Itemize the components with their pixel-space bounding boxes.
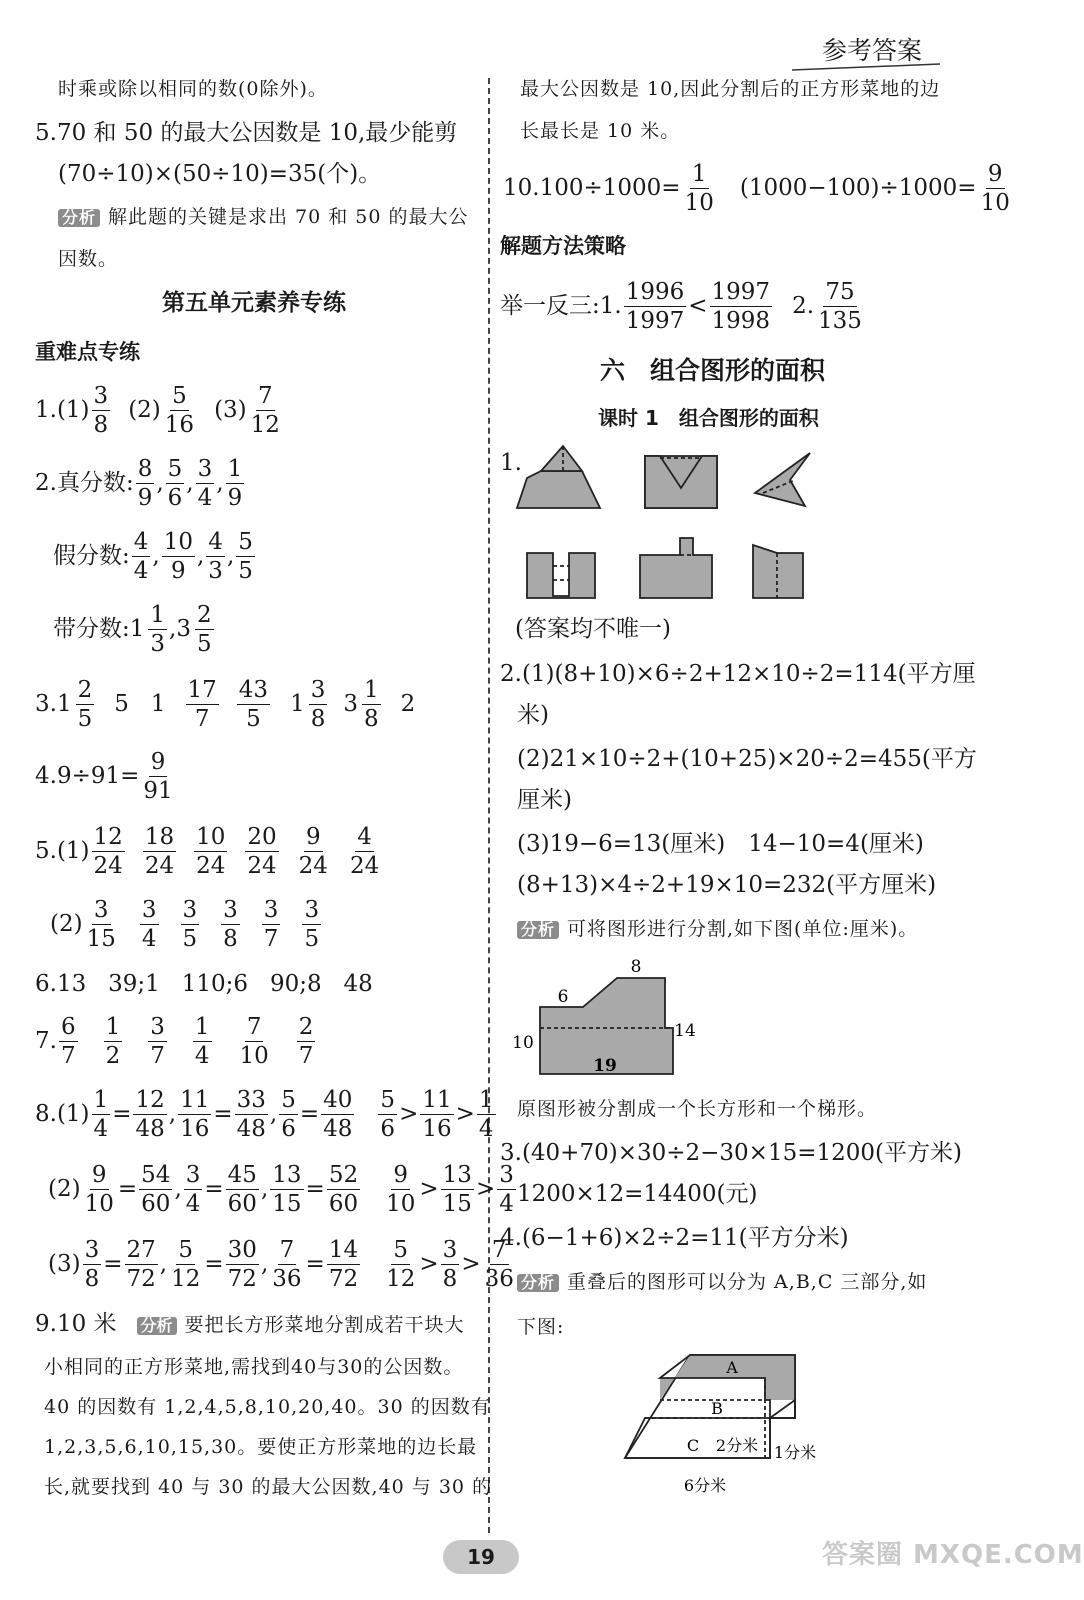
section-title: 重难点专练 — [35, 340, 140, 364]
q1-label: 1. — [500, 450, 522, 476]
dim-label: 2分米 — [715, 1436, 759, 1455]
dim-label: 6分米 — [683, 1476, 727, 1495]
analysis-line: 分析 可将图形进行分割,如下图(单位:厘米)。 — [517, 920, 918, 939]
q8-row-2: (2) $\frac{9}{10}$ = $\frac{54}{60}$ , $\frac{3}{4}$ = $\frac{45}{60}$ , $\frac{13}{15}$ = $\frac{52}{60}$ 9 10 > 13 15 > 3 4 — [48, 1162, 514, 1218]
q7-row: 7. 6 7 1 2 3 7 1 4 7 10 2 7 — [35, 1014, 314, 1070]
region-label: B — [711, 1399, 723, 1418]
q4-figure — [615, 1348, 835, 1503]
q1-figures — [505, 438, 830, 608]
dim-label: 19 — [593, 1056, 617, 1076]
q2-line: 2.(1)(8+10)×6÷2+12×10÷2=114(平方厘 — [500, 661, 976, 687]
watermark: 答案圈 MXQE.COM — [822, 1540, 1084, 1570]
page-number: 19 — [443, 1540, 519, 1574]
header-title: 参考答案 — [822, 36, 923, 65]
q1-note: (答案均不唯一) — [515, 616, 671, 642]
q8-row-3: (3) $\frac{3}{8}$ = $\frac{27}{72}$ , $\frac{5}{12}$ = $\frac{30}{72}$ , $\frac{7}{36}$ = $\frac{14}{72}$ 5 12 > 3 8 > 7 36 — [48, 1237, 514, 1293]
text-line: 最大公因数是 10,因此分割后的正方形菜地的边 — [520, 78, 941, 100]
q5-expression: (70÷10)×(50÷10)=35(个)。 — [58, 161, 382, 187]
text-line: 时乘或除以相同的数(0除外)。 — [58, 78, 328, 100]
q5-line: 5.70 和 50 的最大公因数是 10,最少能剪 — [35, 120, 458, 146]
lesson-title: 课时 1 组合图形的面积 — [598, 406, 819, 430]
q9-line: 9.10 米 分析 要把长方形菜地分割成若干块大 — [35, 1311, 465, 1337]
q4-line: 4.(6−1+6)×2÷2=11(平方分米) — [500, 1225, 849, 1251]
q9-line: 长,就要找到 40 与 30 的最大公因数,40 与 30 的 — [44, 1476, 493, 1498]
chapter-title: 六 组合图形的面积 — [600, 356, 826, 385]
unit-title: 第五单元素养专练 — [162, 290, 346, 316]
analysis-line: 分析 重叠后的图形可以分为 A,B,C 三部分,如 — [517, 1273, 927, 1292]
analysis-tag: 分析 — [58, 209, 100, 227]
strategy-row: 举一反三:1. 1996 1997 < 1997 1998 2. 75 135 — [500, 279, 862, 335]
q9-line: 1,2,3,5,6,10,15,30。要使正方形菜地的边长最 — [44, 1436, 478, 1458]
fraction: 5 16 — [164, 383, 195, 439]
q4-row: 4. 9÷91= $\frac{9}{91}$ — [35, 749, 173, 805]
q2-line: (8+13)×4÷2+19×10=232(平方厘米) — [517, 872, 937, 898]
analysis-line: 因数。 — [58, 248, 119, 270]
header-rule — [790, 62, 950, 74]
q2-line: (2)21×10÷2+(10+25)×20÷2=455(平方 — [517, 746, 977, 772]
q3-line: 1200×12=14400(元) — [517, 1181, 758, 1207]
q3-row: 3. 1 2 5 5 1 17 7 43 5 1 3 8 3 1 8 2 — [35, 677, 416, 733]
q2-improper-row: 假分数: 4 4 , 10 9 , 4 3 , 5 5 — [53, 529, 253, 585]
q3-line: 3.(40+70)×30÷2−30×15=1200(平方米) — [500, 1140, 962, 1166]
q2-line: 米) — [517, 702, 549, 728]
analysis-line: 原图形被分割成一个长方形和一个梯形。 — [517, 1098, 878, 1120]
q2-mixed-row: 带分数: 1 1 3 , 3 2 5 — [53, 602, 212, 658]
fraction: 7 12 — [250, 383, 280, 439]
q2-proper-row: 2. 真分数: 8 9 , 5 6 , 3 4 , 1 9 — [35, 456, 243, 512]
analysis-line: 下图: — [517, 1316, 565, 1338]
region-label: A — [726, 1358, 738, 1377]
column-divider — [488, 78, 490, 1533]
q10-row: 10. 100÷1000= $\frac{1}{10}$ (1000−100)÷1000= $\frac{9}{10}$ — [503, 161, 1010, 217]
q9-line: 40 的因数有 1,2,4,5,8,10,20,40。30 的因数有 — [44, 1396, 491, 1418]
q8-row-1: 8. (1) $\frac{1}{4}$ = $\frac{12}{48}$ , $\frac{11}{16}$ = $\frac{33}{48}$ , $\frac{5}{6}$ = $\frac{40}{48}$ 5 6 > 11 16 > 1 4 — [35, 1087, 494, 1143]
q2-figure — [505, 952, 705, 1082]
fraction: 3 8 — [93, 383, 109, 439]
text-line: 长最长是 10 米。 — [520, 120, 681, 142]
q5-row-1: 5. (1) 12 24 18 24 10 24 20 24 9 24 4 24 — [35, 824, 380, 880]
dim-label: 14 — [674, 1021, 696, 1041]
analysis-line: 分析 解此题的关键是求出 70 和 50 的最大公 — [58, 208, 469, 227]
dim-label: 1分米 — [773, 1443, 817, 1462]
q1-row: 1. (1) 3 8 (2) 5 16 (3) 7 12 — [35, 383, 280, 439]
q5-row-2: (2) 3 15 3 4 3 5 3 8 3 7 3 5 — [50, 897, 320, 953]
dim-label: 6 — [557, 987, 569, 1007]
dim-label: 10 — [512, 1033, 534, 1053]
q2-line: (3)19−6=13(厘米) 14−10=4(厘米) — [517, 831, 924, 857]
q6-row: 6.13 39;1 110;6 90;8 48 — [35, 971, 373, 997]
q9-line: 小相同的正方形菜地,需找到40与30的公因数。 — [44, 1356, 464, 1378]
dim-label: 8 — [630, 957, 642, 977]
region-label: C — [686, 1436, 700, 1455]
q2-line: 厘米) — [517, 787, 572, 813]
section-title: 解题方法策略 — [500, 234, 626, 258]
